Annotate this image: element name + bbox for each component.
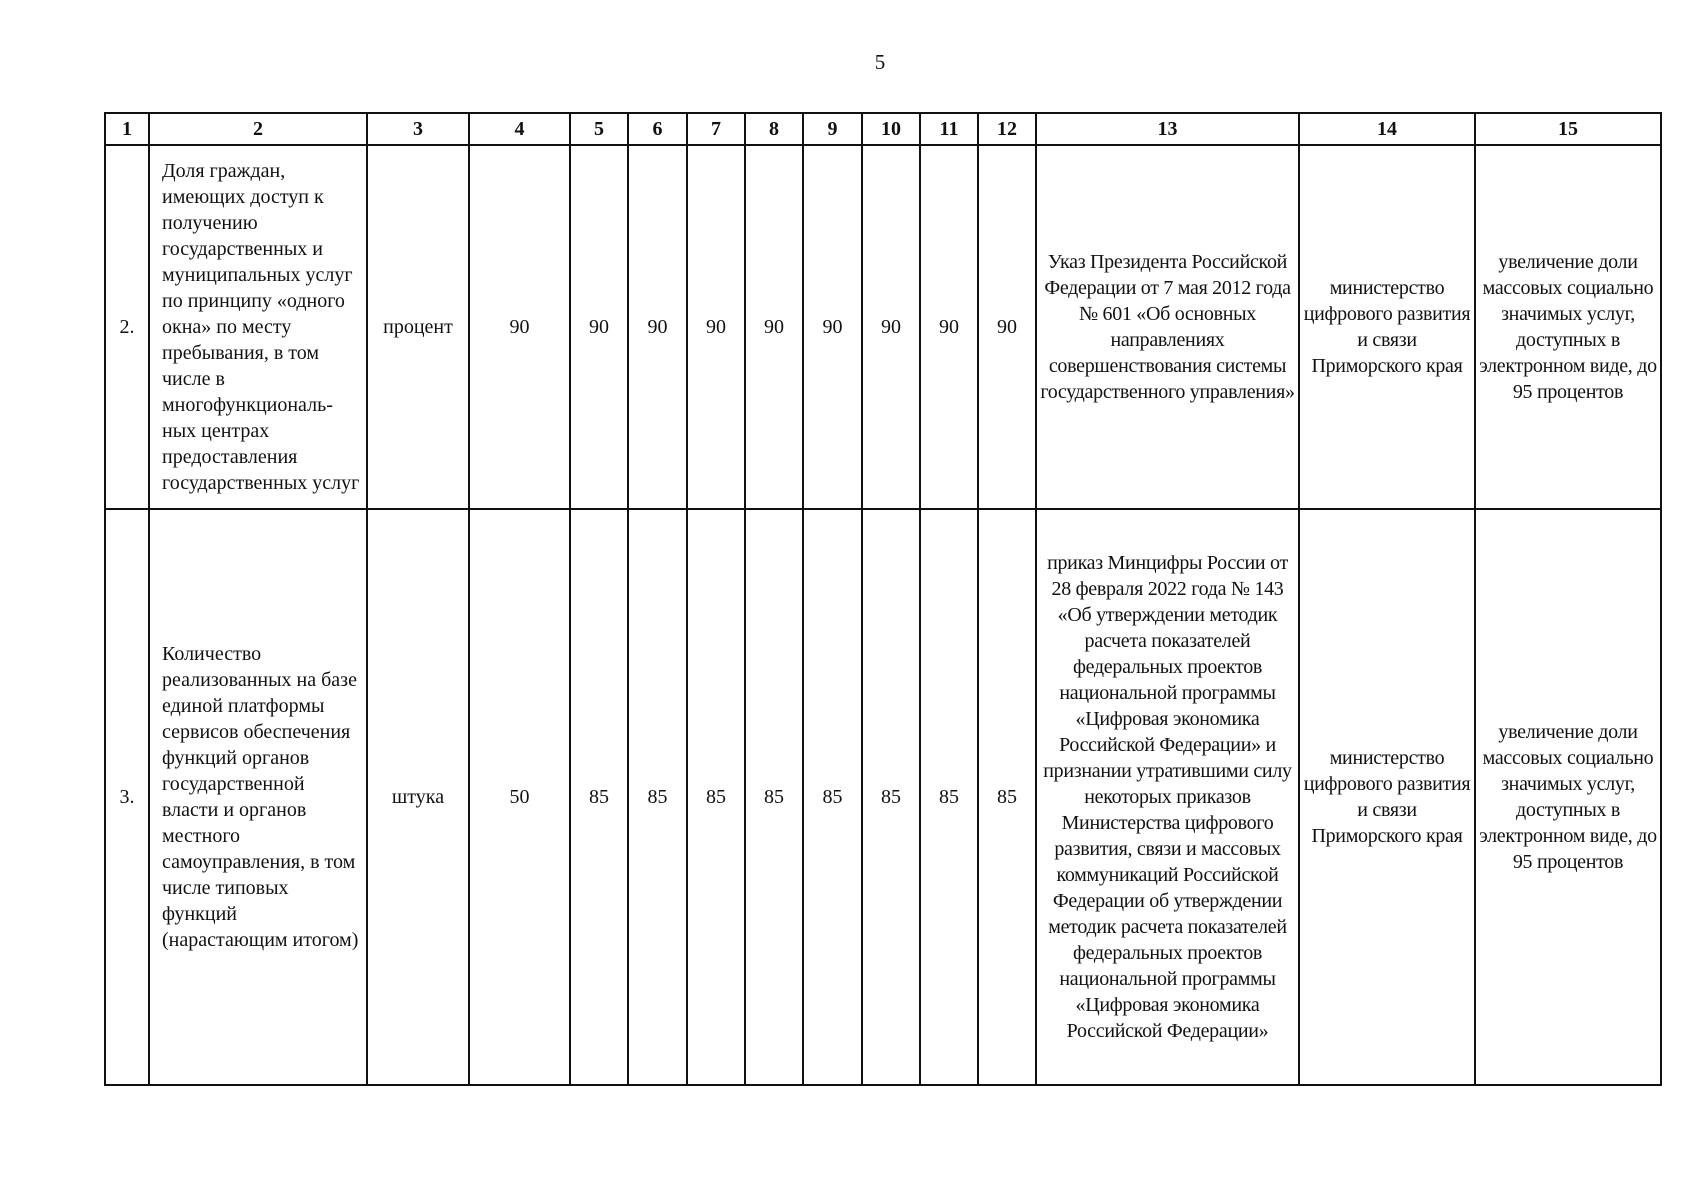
header-cell: 9 [803, 113, 862, 145]
relation-cell: увеличение доли массовых социально значимых услуг, доступных в электронном виде, до 95 процентов [1475, 509, 1661, 1085]
value-cell: 90 [862, 145, 920, 509]
header-cell: 8 [745, 113, 803, 145]
row-number-cell: 2. [105, 145, 149, 509]
unit-cell: штука [367, 509, 469, 1085]
legal-basis-cell: приказ Минцифры России от 28 февраля 2022 года № 143 «Об утверждении методик расчета показателей федеральных проектов национальной программы «Цифровая экономика Российской Федерации» и признании утратившими силу некоторых приказов Министерства цифрового развития, связи и массовых коммуникаций Российской Федерации об утверждении методик расчета показателей федеральных проектов национальной программы «Цифровая экономика Российской Федерации» [1036, 509, 1299, 1085]
table-row [105, 145, 1661, 509]
header-row [105, 113, 1661, 145]
header-cell: 12 [978, 113, 1036, 145]
header-cell: 1 [105, 113, 149, 145]
value-cell: 90 [628, 145, 687, 509]
header-cell: 2 [149, 113, 367, 145]
indicators-table [104, 112, 1662, 1086]
legal-basis-cell: Указ Президента Российской Федерации от 7 мая 2012 года № 601 «Об основных направлениях совершенствования системы государственного управления» [1036, 145, 1299, 509]
indicator-name-cell: Доля граждан, имеющих доступ к получению государственных и муниципальных услуг по принципу «одного окна» по месту пребывания, в том числе в многофункциональ-ных центрах предоставления государственных услуг [149, 145, 367, 509]
value-cell: 50 [469, 509, 570, 1085]
value-cell: 85 [570, 509, 628, 1085]
value-cell: 90 [745, 145, 803, 509]
header-cell: 3 [367, 113, 469, 145]
value-cell: 90 [803, 145, 862, 509]
header-cell: 7 [687, 113, 745, 145]
indicator-name-cell: Количество реализованных на базе единой платформы сервисов обеспечения функций органов государственной власти и органов местного самоуправления, в том числе типовых функций (нарастающим итогом) [149, 509, 367, 1085]
responsible-cell: министерство цифрового развития и связи Приморского края [1299, 509, 1475, 1085]
value-cell: 90 [570, 145, 628, 509]
value-cell: 90 [469, 145, 570, 509]
header-cell: 13 [1036, 113, 1299, 145]
value-cell: 85 [978, 509, 1036, 1085]
table-row [105, 509, 1661, 1085]
value-cell: 85 [803, 509, 862, 1085]
value-cell: 85 [628, 509, 687, 1085]
value-cell: 85 [862, 509, 920, 1085]
page-number: 5 [874, 50, 886, 74]
header-cell: 6 [628, 113, 687, 145]
unit-cell: процент [367, 145, 469, 509]
value-cell: 90 [920, 145, 978, 509]
header-cell: 14 [1299, 113, 1475, 145]
header-cell: 11 [920, 113, 978, 145]
header-cell: 5 [570, 113, 628, 145]
value-cell: 90 [687, 145, 745, 509]
value-cell: 90 [978, 145, 1036, 509]
value-cell: 85 [920, 509, 978, 1085]
value-cell: 85 [687, 509, 745, 1085]
value-cell: 85 [745, 509, 803, 1085]
relation-cell: увеличение доли массовых социально значимых услуг, доступных в электронном виде, до 95 процентов [1475, 145, 1661, 509]
responsible-cell: министерство цифрового развития и связи Приморского края [1299, 145, 1475, 509]
header-cell: 15 [1475, 113, 1661, 145]
header-cell: 4 [469, 113, 570, 145]
header-cell: 10 [862, 113, 920, 145]
row-number-cell: 3. [105, 509, 149, 1085]
